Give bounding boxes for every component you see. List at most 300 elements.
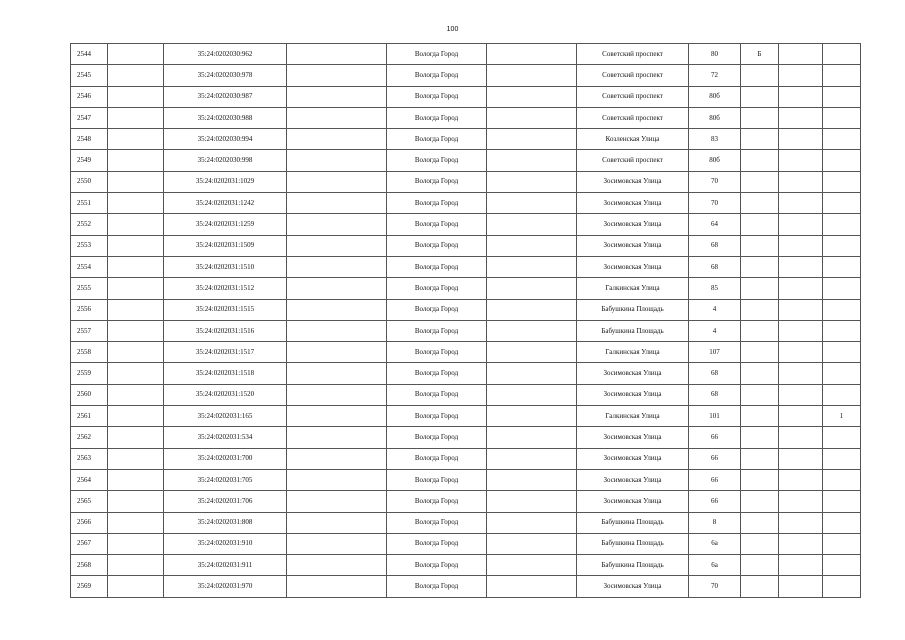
cell-empty [108, 320, 164, 341]
cell-city: Вологда Город [387, 427, 487, 448]
cell-cadastral-number: 35:24:0202031:1515 [164, 299, 287, 320]
cell-cadastral-number: 35:24:0202031:1510 [164, 256, 287, 277]
cell-empty [779, 86, 823, 107]
cell-city: Вологда Город [387, 491, 487, 512]
cell-empty [487, 129, 577, 150]
cell-street: Бабушкина Площадь [577, 533, 689, 554]
cell-street: Зосимовская Улица [577, 214, 689, 235]
cell-city: Вологда Город [387, 299, 487, 320]
cell-empty [779, 107, 823, 128]
cell-house-number: 6а [689, 555, 741, 576]
cell-street: Советский проспект [577, 44, 689, 65]
cell-extra [823, 512, 861, 533]
cell-cadastral-number: 35:24:0202031:706 [164, 491, 287, 512]
cell-street: Советский проспект [577, 65, 689, 86]
cell-cadastral-number: 35:24:0202031:1509 [164, 235, 287, 256]
cell-empty [487, 171, 577, 192]
cell-empty [287, 448, 387, 469]
cell-street: Бабушкина Площадь [577, 555, 689, 576]
cell-row-number: 2558 [71, 342, 108, 363]
cell-building-letter [741, 406, 779, 427]
cell-empty [108, 576, 164, 597]
cell-empty [108, 235, 164, 256]
cell-empty [779, 278, 823, 299]
cell-empty [487, 65, 577, 86]
cell-empty [779, 342, 823, 363]
table-row [71, 150, 861, 171]
cell-extra [823, 171, 861, 192]
cell-cadastral-number: 35:24:0202030:998 [164, 150, 287, 171]
cell-row-number: 2567 [71, 533, 108, 554]
cell-row-number: 2561 [71, 406, 108, 427]
cell-empty [287, 320, 387, 341]
cell-house-number: 68 [689, 363, 741, 384]
cell-empty [108, 171, 164, 192]
table-row [71, 448, 861, 469]
cell-empty [487, 363, 577, 384]
cell-building-letter [741, 427, 779, 448]
cell-row-number: 2549 [71, 150, 108, 171]
cell-street: Зосимовская Улица [577, 576, 689, 597]
cell-extra [823, 86, 861, 107]
cell-empty [287, 150, 387, 171]
cell-empty [108, 491, 164, 512]
cell-empty [287, 491, 387, 512]
cell-street: Бабушкина Площадь [577, 320, 689, 341]
cell-street: Зосимовская Улица [577, 427, 689, 448]
table-row [71, 427, 861, 448]
cell-city: Вологда Город [387, 129, 487, 150]
cell-empty [287, 278, 387, 299]
cell-building-letter: Б [741, 44, 779, 65]
cell-row-number: 2555 [71, 278, 108, 299]
cell-cadastral-number: 35:24:0202031:534 [164, 427, 287, 448]
cell-cadastral-number: 35:24:0202031:1518 [164, 363, 287, 384]
cell-city: Вологда Город [387, 214, 487, 235]
cell-extra [823, 65, 861, 86]
cell-empty [287, 427, 387, 448]
cell-extra [823, 576, 861, 597]
cell-cadastral-number: 35:24:0202031:1512 [164, 278, 287, 299]
table-row [71, 193, 861, 214]
cell-row-number: 2568 [71, 555, 108, 576]
cell-extra [823, 44, 861, 65]
cell-street: Зосимовская Улица [577, 469, 689, 490]
cell-street: Галкинская Улица [577, 342, 689, 363]
cell-house-number: 80б [689, 86, 741, 107]
cell-extra [823, 214, 861, 235]
cell-empty [487, 320, 577, 341]
cell-empty [487, 278, 577, 299]
table-row [71, 533, 861, 554]
cell-empty [779, 299, 823, 320]
cell-city: Вологда Город [387, 150, 487, 171]
cell-building-letter [741, 214, 779, 235]
table-row [71, 384, 861, 405]
table-row [71, 342, 861, 363]
cell-empty [487, 44, 577, 65]
table-row [71, 299, 861, 320]
cell-row-number: 2564 [71, 469, 108, 490]
cell-empty [108, 469, 164, 490]
cell-cadastral-number: 35:24:0202031:910 [164, 533, 287, 554]
cell-extra [823, 555, 861, 576]
cell-cadastral-number: 35:24:0202031:1242 [164, 193, 287, 214]
cell-extra [823, 278, 861, 299]
cell-cadastral-number: 35:24:0202031:1029 [164, 171, 287, 192]
cell-city: Вологда Город [387, 555, 487, 576]
cell-empty [779, 555, 823, 576]
cell-row-number: 2553 [71, 235, 108, 256]
cell-city: Вологда Город [387, 406, 487, 427]
table-row [71, 555, 861, 576]
cell-house-number: 101 [689, 406, 741, 427]
cell-empty [487, 512, 577, 533]
cell-city: Вологда Город [387, 65, 487, 86]
cell-house-number: 107 [689, 342, 741, 363]
cell-empty [287, 299, 387, 320]
cell-extra [823, 363, 861, 384]
cell-empty [779, 256, 823, 277]
cell-cadastral-number: 35:24:0202031:700 [164, 448, 287, 469]
cell-extra [823, 342, 861, 363]
cell-city: Вологда Город [387, 363, 487, 384]
cell-empty [779, 469, 823, 490]
cell-empty [287, 107, 387, 128]
cell-street: Советский проспект [577, 86, 689, 107]
cell-extra [823, 448, 861, 469]
cell-empty [287, 512, 387, 533]
cell-cadastral-number: 35:24:0202030:962 [164, 44, 287, 65]
cell-street: Зосимовская Улица [577, 491, 689, 512]
table-row [71, 214, 861, 235]
cell-city: Вологда Город [387, 193, 487, 214]
cell-city: Вологда Город [387, 469, 487, 490]
cell-cadastral-number: 35:24:0202031:970 [164, 576, 287, 597]
cell-empty [108, 448, 164, 469]
cell-building-letter [741, 576, 779, 597]
cell-row-number: 2563 [71, 448, 108, 469]
cell-street: Галкинская Улица [577, 278, 689, 299]
table-row [71, 65, 861, 86]
cell-city: Вологда Город [387, 576, 487, 597]
cell-row-number: 2548 [71, 129, 108, 150]
table-row [71, 107, 861, 128]
cell-house-number: 72 [689, 65, 741, 86]
cell-empty [108, 107, 164, 128]
cell-city: Вологда Город [387, 278, 487, 299]
cell-building-letter [741, 235, 779, 256]
cell-empty [779, 406, 823, 427]
cell-empty [287, 235, 387, 256]
page-number: 100 [446, 26, 459, 33]
cell-building-letter [741, 342, 779, 363]
cell-house-number: 70 [689, 576, 741, 597]
cell-row-number: 2547 [71, 107, 108, 128]
cell-building-letter [741, 448, 779, 469]
cell-row-number: 2562 [71, 427, 108, 448]
cell-row-number: 2546 [71, 86, 108, 107]
table-row [71, 406, 861, 427]
cell-empty [108, 342, 164, 363]
table-row [71, 256, 861, 277]
cell-city: Вологда Город [387, 342, 487, 363]
cell-empty [108, 299, 164, 320]
cell-extra [823, 533, 861, 554]
cell-empty [779, 129, 823, 150]
cell-building-letter [741, 533, 779, 554]
cell-city: Вологда Город [387, 512, 487, 533]
cell-empty [487, 448, 577, 469]
cell-empty [287, 363, 387, 384]
cell-empty [487, 384, 577, 405]
table-row [71, 512, 861, 533]
cell-cadastral-number: 35:24:0202030:987 [164, 86, 287, 107]
cell-extra [823, 299, 861, 320]
cell-empty [779, 427, 823, 448]
cell-extra [823, 107, 861, 128]
cell-building-letter [741, 86, 779, 107]
cell-extra [823, 469, 861, 490]
cell-empty [779, 576, 823, 597]
cell-empty [108, 65, 164, 86]
cell-building-letter [741, 384, 779, 405]
cell-empty [487, 299, 577, 320]
cell-street: Советский проспект [577, 150, 689, 171]
cell-empty [779, 491, 823, 512]
table-row [71, 278, 861, 299]
cell-house-number: 85 [689, 278, 741, 299]
cell-extra [823, 320, 861, 341]
cell-empty [287, 469, 387, 490]
cell-empty [779, 65, 823, 86]
cell-city: Вологда Город [387, 171, 487, 192]
cell-extra [823, 150, 861, 171]
table-row [71, 576, 861, 597]
cell-building-letter [741, 320, 779, 341]
cell-empty [287, 44, 387, 65]
cell-extra [823, 256, 861, 277]
cell-street: Советский проспект [577, 107, 689, 128]
cell-city: Вологда Город [387, 320, 487, 341]
cell-empty [287, 384, 387, 405]
table-row [71, 363, 861, 384]
cell-street: Зосимовская Улица [577, 448, 689, 469]
cell-empty [287, 256, 387, 277]
cell-street: Зосимовская Улица [577, 235, 689, 256]
cell-extra [823, 129, 861, 150]
cell-empty [487, 576, 577, 597]
table-row [71, 171, 861, 192]
cell-cadastral-number: 35:24:0202031:165 [164, 406, 287, 427]
cell-empty [487, 533, 577, 554]
cell-building-letter [741, 129, 779, 150]
cell-building-letter [741, 299, 779, 320]
cell-empty [108, 555, 164, 576]
cell-city: Вологда Город [387, 384, 487, 405]
cell-house-number: 83 [689, 129, 741, 150]
cell-empty [108, 427, 164, 448]
cell-building-letter [741, 193, 779, 214]
cell-cadastral-number: 35:24:0202030:988 [164, 107, 287, 128]
cell-empty [487, 193, 577, 214]
cell-building-letter [741, 278, 779, 299]
cell-empty [779, 193, 823, 214]
cell-street: Зосимовская Улица [577, 171, 689, 192]
cell-empty [487, 107, 577, 128]
cell-street: Зосимовская Улица [577, 193, 689, 214]
cell-empty [487, 427, 577, 448]
cell-row-number: 2565 [71, 491, 108, 512]
cell-extra [823, 491, 861, 512]
cell-house-number: 80б [689, 107, 741, 128]
cell-row-number: 2560 [71, 384, 108, 405]
cell-house-number: 70 [689, 171, 741, 192]
cell-row-number: 2556 [71, 299, 108, 320]
cell-city: Вологда Город [387, 533, 487, 554]
cell-house-number: 68 [689, 384, 741, 405]
cell-empty [108, 363, 164, 384]
cell-empty [287, 576, 387, 597]
cell-empty [108, 533, 164, 554]
cell-street: Зосимовская Улица [577, 256, 689, 277]
cell-extra [823, 427, 861, 448]
cell-street: Козленская Улица [577, 129, 689, 150]
cell-house-number: 68 [689, 235, 741, 256]
cell-empty [487, 491, 577, 512]
table-row [71, 44, 861, 65]
cell-house-number: 64 [689, 214, 741, 235]
cell-street: Зосимовская Улица [577, 363, 689, 384]
cell-house-number: 8 [689, 512, 741, 533]
cell-building-letter [741, 150, 779, 171]
cell-city: Вологда Город [387, 235, 487, 256]
registry-table [70, 43, 861, 598]
cell-cadastral-number: 35:24:0202031:1517 [164, 342, 287, 363]
cell-empty [287, 555, 387, 576]
cell-building-letter [741, 469, 779, 490]
cell-empty [779, 512, 823, 533]
cell-cadastral-number: 35:24:0202031:1520 [164, 384, 287, 405]
cell-cadastral-number: 35:24:0202031:705 [164, 469, 287, 490]
cell-street: Галкинская Улица [577, 406, 689, 427]
cell-empty [287, 342, 387, 363]
cell-empty [108, 278, 164, 299]
cell-empty [108, 406, 164, 427]
cell-city: Вологда Город [387, 44, 487, 65]
cell-row-number: 2551 [71, 193, 108, 214]
cell-building-letter [741, 107, 779, 128]
cell-street: Зосимовская Улица [577, 384, 689, 405]
cell-empty [779, 171, 823, 192]
cell-empty [779, 384, 823, 405]
cell-cadastral-number: 35:24:0202031:911 [164, 555, 287, 576]
cell-building-letter [741, 491, 779, 512]
table-row [71, 129, 861, 150]
cell-cadastral-number: 35:24:0202031:808 [164, 512, 287, 533]
cell-cadastral-number: 35:24:0202031:1259 [164, 214, 287, 235]
cell-empty [108, 86, 164, 107]
cell-building-letter [741, 555, 779, 576]
cell-house-number: 6а [689, 533, 741, 554]
cell-row-number: 2552 [71, 214, 108, 235]
cell-house-number: 4 [689, 299, 741, 320]
cell-empty [779, 214, 823, 235]
cell-street: Бабушкина Площадь [577, 512, 689, 533]
cell-row-number: 2569 [71, 576, 108, 597]
cell-empty [487, 469, 577, 490]
cell-house-number: 66 [689, 469, 741, 490]
cell-empty [779, 363, 823, 384]
cell-city: Вологда Город [387, 107, 487, 128]
cell-building-letter [741, 65, 779, 86]
cell-cadastral-number: 35:24:0202030:978 [164, 65, 287, 86]
cell-house-number: 66 [689, 448, 741, 469]
cell-house-number: 68 [689, 256, 741, 277]
cell-city: Вологда Город [387, 86, 487, 107]
cell-empty [487, 86, 577, 107]
cell-building-letter [741, 171, 779, 192]
cell-building-letter [741, 512, 779, 533]
table-row [71, 86, 861, 107]
cell-building-letter [741, 363, 779, 384]
cell-extra [823, 193, 861, 214]
cell-street: Бабушкина Площадь [577, 299, 689, 320]
cell-empty [779, 448, 823, 469]
cell-empty [779, 320, 823, 341]
cell-empty [779, 235, 823, 256]
cell-extra [823, 384, 861, 405]
cell-house-number: 4 [689, 320, 741, 341]
cell-empty [487, 235, 577, 256]
cell-city: Вологда Город [387, 256, 487, 277]
cell-empty [108, 384, 164, 405]
table-row [71, 235, 861, 256]
cell-city: Вологда Город [387, 448, 487, 469]
cell-empty [487, 256, 577, 277]
table-body [71, 44, 861, 598]
cell-empty [779, 150, 823, 171]
cell-empty [779, 44, 823, 65]
cell-empty [287, 214, 387, 235]
cell-empty [487, 406, 577, 427]
table-row [71, 469, 861, 490]
cell-empty [779, 533, 823, 554]
cell-row-number: 2554 [71, 256, 108, 277]
cell-empty [487, 150, 577, 171]
cell-building-letter [741, 256, 779, 277]
cell-house-number: 80 [689, 44, 741, 65]
cell-empty [287, 65, 387, 86]
cell-house-number: 80б [689, 150, 741, 171]
cell-cadastral-number: 35:24:0202030:994 [164, 129, 287, 150]
cell-empty [108, 512, 164, 533]
cell-empty [487, 555, 577, 576]
cell-row-number: 2545 [71, 65, 108, 86]
cell-extra: 1 [823, 406, 861, 427]
cell-empty [108, 150, 164, 171]
cell-house-number: 66 [689, 427, 741, 448]
cell-empty [287, 533, 387, 554]
cell-extra [823, 235, 861, 256]
cell-row-number: 2550 [71, 171, 108, 192]
cell-empty [287, 406, 387, 427]
cell-empty [487, 214, 577, 235]
cell-house-number: 70 [689, 193, 741, 214]
cell-row-number: 2557 [71, 320, 108, 341]
cell-row-number: 2544 [71, 44, 108, 65]
cell-empty [287, 193, 387, 214]
